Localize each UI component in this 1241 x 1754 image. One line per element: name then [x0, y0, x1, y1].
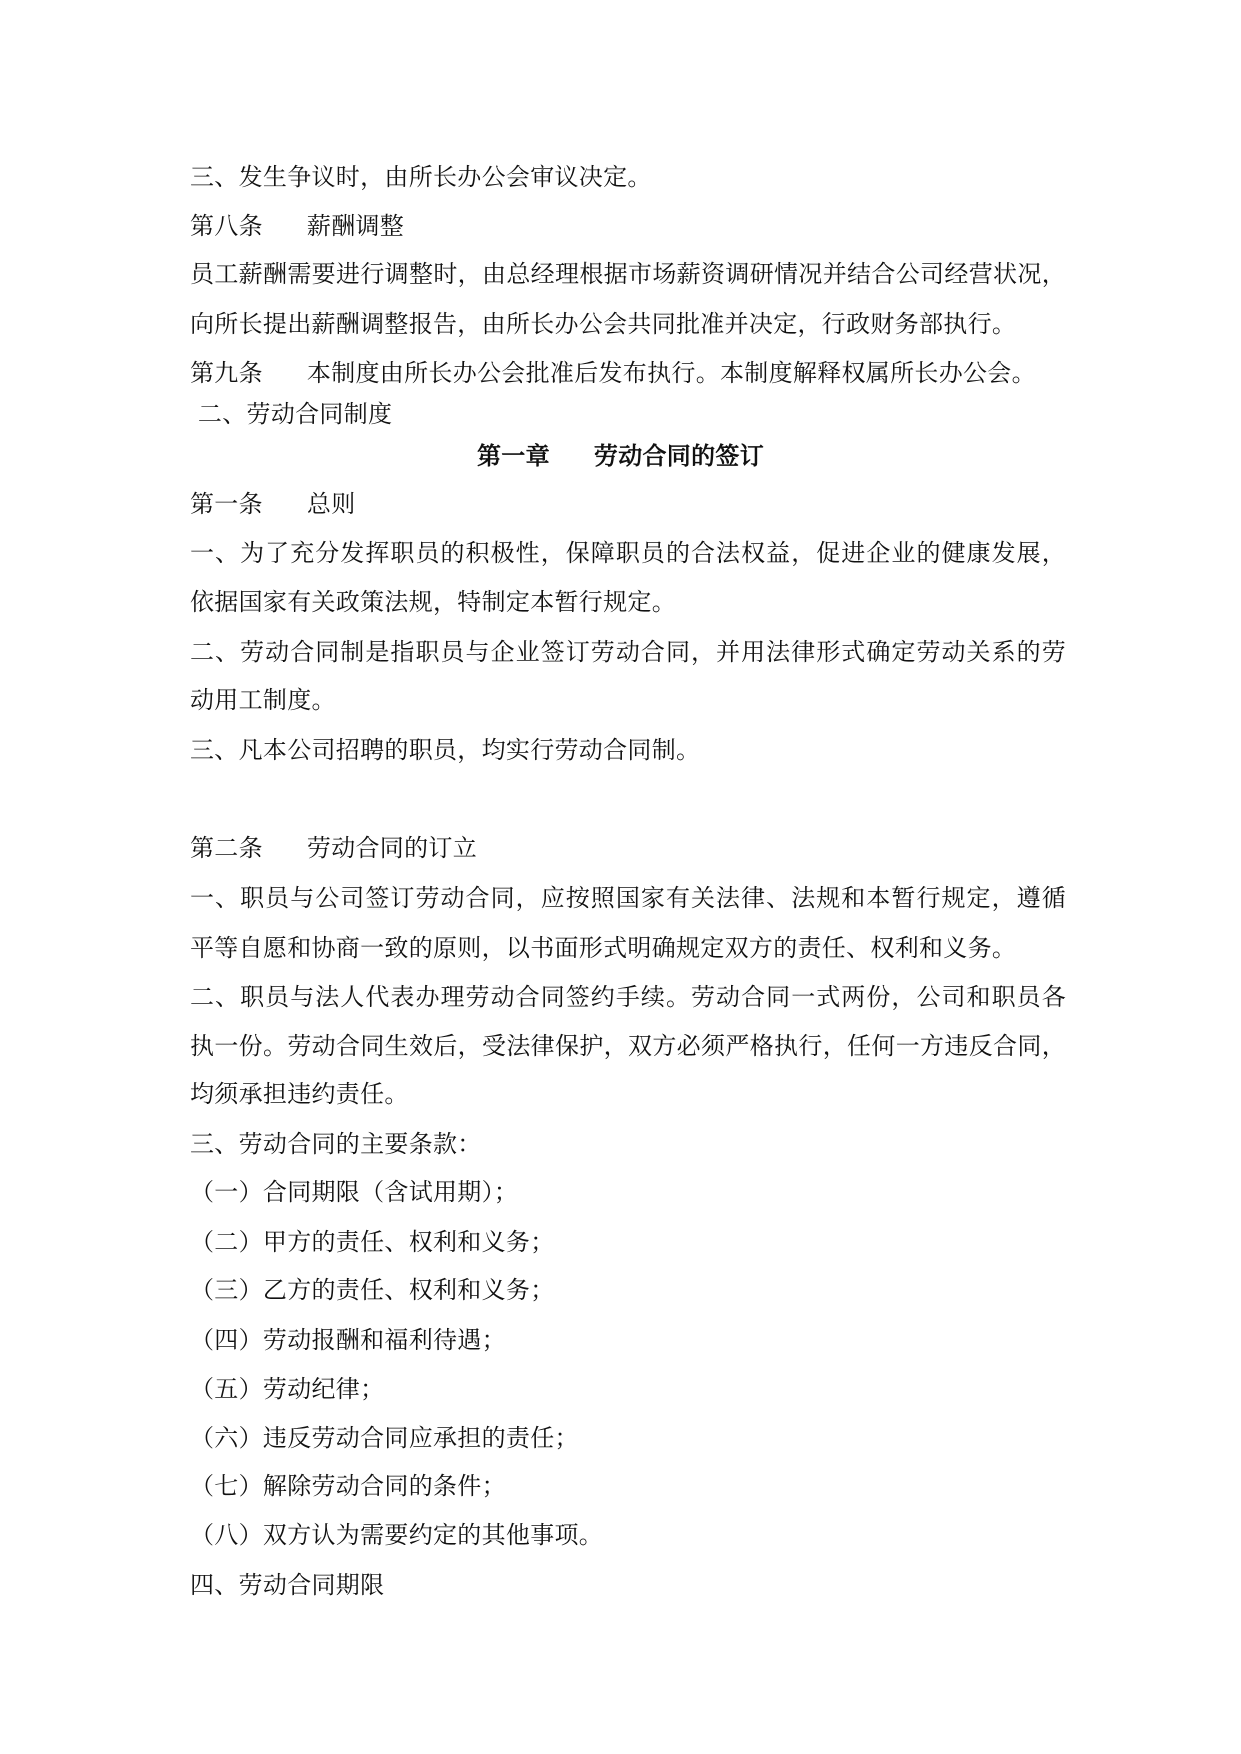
paragraph: 三、劳动合同的主要条款：: [190, 1130, 482, 1158]
article-title: 劳动合同的订立: [306, 834, 478, 862]
chapter-title: 劳动合同的签订: [593, 441, 764, 470]
list-item: （八）双方认为需要约定的其他事项。: [190, 1521, 604, 1549]
paragraph: 依据国家有关政策法规，特制定本暂行规定。: [190, 588, 676, 616]
paragraph: 员工薪酬需要进行调整时，由总经理根据市场薪资调研情况并结合公司经营状况，: [190, 260, 1066, 288]
article-title: 总则: [306, 490, 356, 518]
paragraph: 执一份。劳动合同生效后，受法律保护，双方必须严格执行，任何一方违反合同，: [190, 1032, 1066, 1060]
list-item: （二）甲方的责任、权利和义务；: [190, 1228, 555, 1256]
section-heading: 二、劳动合同制度: [190, 400, 393, 428]
article-heading: [190, 358, 1066, 388]
article-number: 第八条: [190, 212, 263, 240]
paragraph: 三、发生争议时，由所长办公会审议决定。: [190, 163, 652, 191]
article-number: 第二条: [190, 834, 263, 862]
paragraph: 向所长提出薪酬调整报告，由所长办公会共同批准并决定，行政财务部执行。: [190, 310, 1017, 338]
list-item: （四）劳动报酬和福利待遇；: [190, 1326, 506, 1354]
article-text: 本制度由所长办公会批准后发布执行。本制度解释权属所长办公会。: [306, 359, 1036, 387]
article-title: 薪酬调整: [306, 212, 405, 240]
paragraph: 三、凡本公司招聘的职员，均实行劳动合同制。: [190, 736, 701, 764]
paragraph: 二、职员与法人代表办理劳动合同签约手续。劳动合同一式两份，公司和职员各: [190, 983, 1066, 1011]
article-number: 第九条: [190, 359, 263, 387]
list-item: （七）解除劳动合同的条件；: [190, 1472, 506, 1500]
chapter-number: 第一章: [476, 441, 550, 470]
article-heading: [190, 833, 1066, 863]
paragraph: 一、职员与公司签订劳动合同，应按照国家有关法律、法规和本暂行规定，遵循: [190, 884, 1066, 912]
paragraph: 一、为了充分发挥职员的积极性，保障职员的合法权益，促进企业的健康发展，: [190, 539, 1066, 567]
list-item: （五）劳动纪律；: [190, 1375, 385, 1403]
paragraph: 动用工制度。: [190, 686, 336, 714]
paragraph: 平等自愿和协商一致的原则，以书面形式明确规定双方的责任、权利和义务。: [190, 934, 1017, 962]
paragraph: 二、劳动合同制是指职员与企业签订劳动合同，并用法律形式确定劳动关系的劳: [190, 638, 1066, 666]
paragraph: 四、劳动合同期限: [190, 1571, 385, 1599]
paragraph: 均须承担违约责任。: [190, 1080, 409, 1108]
article-number: 第一条: [190, 490, 263, 518]
chapter-heading: [0, 441, 1241, 471]
list-item: （三）乙方的责任、权利和义务；: [190, 1276, 555, 1304]
article-heading: [190, 211, 1066, 241]
article-heading: [190, 489, 1066, 519]
list-item: （六）违反劳动合同应承担的责任；: [190, 1424, 579, 1452]
list-item: （一）合同期限（含试用期）；: [190, 1178, 519, 1206]
